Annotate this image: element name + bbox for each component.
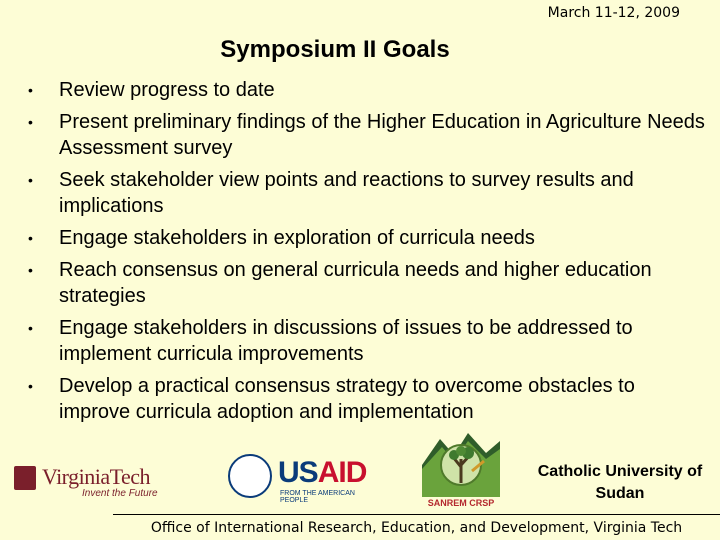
goal-text: Reach consensus on general curricula needs and higher education strategies [59, 259, 652, 307]
list-item [28, 257, 708, 309]
bullet-icon: • [28, 378, 33, 394]
goal-text: Develop a practical consensus strategy to overcome obstacles to improve curricula adoption and implementation [59, 375, 635, 423]
list-item [28, 373, 708, 425]
bullet-icon: • [28, 114, 33, 130]
list-item [28, 77, 708, 103]
sanrem-wordmark: SANREM CRSP [427, 498, 495, 508]
footer-text: Office of International Research, Education, and Development, Virginia Tech [150, 520, 683, 536]
slide-title: Symposium II Goals [220, 36, 450, 63]
catholic-university-label: Catholic University of Sudan [537, 463, 703, 502]
bullet-icon: • [28, 172, 33, 188]
virginia-tech-logo [14, 462, 174, 502]
list-item [28, 109, 708, 161]
vt-tagline: Invent the Future [82, 488, 158, 499]
sanrem-logo [420, 425, 502, 510]
goal-text: Review progress to date [59, 79, 275, 101]
date-label: March 11-12, 2009 [547, 5, 680, 21]
usaid-seal-icon [228, 454, 272, 498]
list-item [28, 225, 708, 251]
usaid-logo [228, 454, 378, 502]
footer-divider [113, 514, 720, 515]
goal-text: Engage stakeholders in discussions of issues to be addressed to implement curricula improvements [59, 317, 633, 365]
vt-wordmark: VirginiaTech [42, 464, 151, 489]
bullet-icon: • [28, 82, 33, 98]
list-item [28, 167, 708, 219]
vt-shield-icon [14, 466, 36, 490]
goal-text: Present preliminary findings of the Higher Education in Agriculture Needs Assessment survey [59, 111, 705, 159]
usaid-tagline: FROM THE AMERICAN PEOPLE [280, 490, 355, 504]
sanrem-emblem-icon [420, 425, 502, 497]
list-item [28, 315, 708, 367]
bullet-icon: • [28, 262, 33, 278]
goal-text: Engage stakeholders in exploration of curricula needs [59, 227, 535, 249]
goals-list [28, 77, 708, 431]
bullet-icon: • [28, 230, 33, 246]
goal-text: Seek stakeholder view points and reactions to survey results and implications [59, 169, 634, 217]
usaid-wordmark: USAID [278, 456, 367, 489]
bullet-icon: • [28, 320, 33, 336]
